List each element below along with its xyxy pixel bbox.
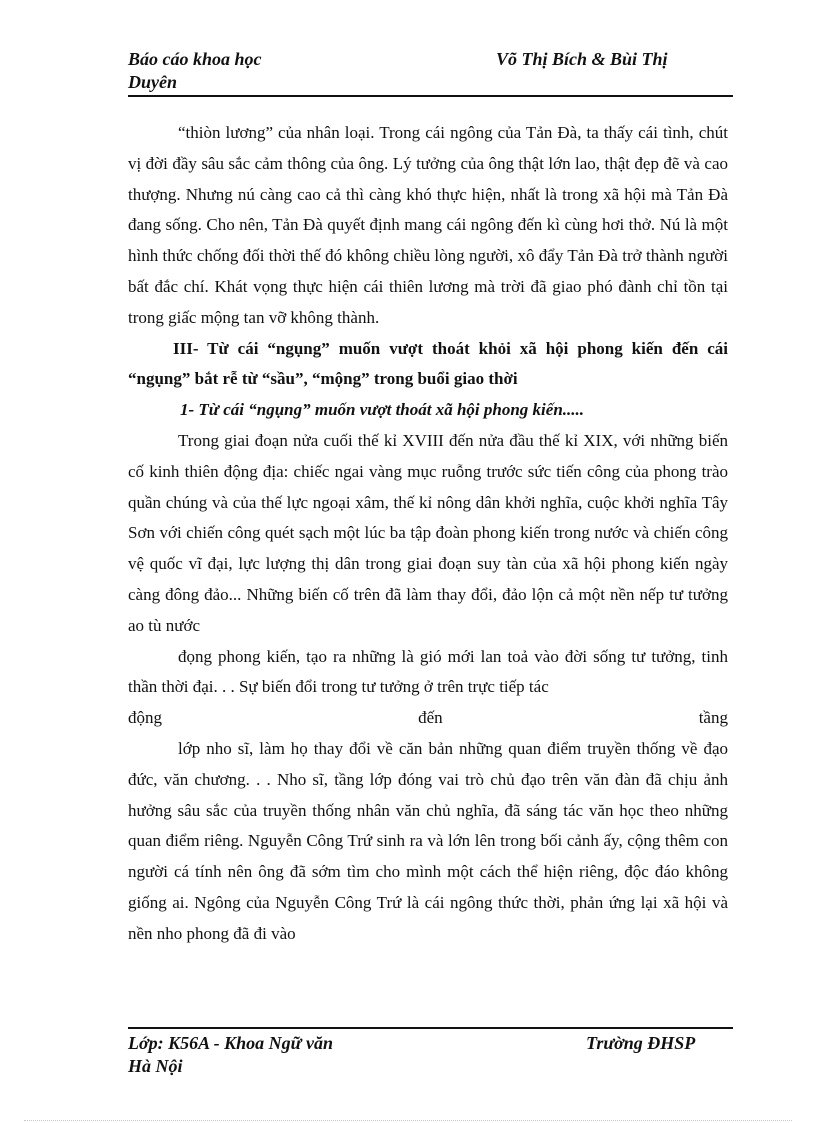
spread-line (128, 703, 728, 734)
paragraph-1: “thiòn lương” của nhân loại. Trong cái ngông của Tản Đà, ta thấy cái tình, chút vị đời đầy sâu sắc cảm thông của ông. Lý tưởng của ông thật lớn lao, thật đẹp đẽ và cao thượng. Nhưng nú càng cao cả thì càng khó thực hiện, nhất là trong xã hội mà Tản Đà đang sống. Cho nên, Tản Đà quyết định mang cái ngông đến kì cùng hơi thở. Nú là một hình thức chống đối thời thế đó không chiều lòng người, xô đẩy Tản Đà trở thành người bất đắc chí. Khát vọng thực hiện cái thiên lương mà trời đã giao phó đành chỉ tồn tại trong giấc mộng tan vỡ không thành. (128, 123, 728, 327)
document-body (128, 118, 728, 950)
footer-class: Lớp: K56A - Khoa Ngữ văn (128, 1033, 333, 1053)
paragraph-2: Trong giai đoạn nửa cuối thế kỉ XVIII đến nửa đầu thế kỉ XIX, với những biến cố kinh thiên động địa: chiếc ngai vàng mục ruỗng trước sức tiến công của phong trào quần chúng và của thế lực ngoại xâm, thế kỉ nông dân khởi nghĩa, cuộc khởi nghĩa Tây Sơn với chiến công quét sạch một lúc ba tập đoàn phong kiến trong nước và chiến công vệ quốc vĩ đại, lực lượng thị dân trong giai đoạn suy tàn của xã hội phong kiến ngày càng đông đảo... Những biến cố trên đã làm thay đổi, đảo lộn cả một nền nếp tư tưởng ao tù nước (128, 430, 728, 635)
page-footer (128, 1032, 733, 1078)
spread-word-1: động (128, 708, 162, 728)
header-authors: Võ Thị Bích & Bùi Thị (496, 49, 668, 69)
header-rule (128, 95, 733, 97)
footer-rule (128, 1027, 733, 1029)
subsection-heading: 1- Từ cái “ngụng” muốn vượt thoát xã hội phong kiến..... (180, 400, 585, 420)
spread-word-3: tầng (698, 708, 728, 728)
header-report-title: Báo cáo khoa học (128, 49, 262, 69)
paragraph-4: lớp nho sĩ, làm họ thay đổi về căn bản những quan điểm truyền thống về đạo đức, văn chương. . . Nho sĩ, tầng lớp đóng vai trò chủ đạo trên văn đàn đã chịu ảnh hưởng sâu sắc của truyền thống nhân văn chủ nghĩa, đã sáng tác văn học theo những quan điểm riêng. Nguyễn Công Trứ sinh ra và lớn lên trong bối cảnh ấy, cộng thêm con người cá tính nên ông đã sớm tìm cho mình một cách thể hiện riêng, độc đáo không giống ai. Ngông của Nguyễn Công Trứ là cái ngông thức thời, phản ứng lại xã hội và nền nho phong đã đi vào (128, 738, 728, 943)
footer-school: Trường ĐHSP (586, 1033, 696, 1053)
section-heading: III- Từ cái “ngụng” muốn vượt thoát khỏi xã hội phong kiến đến cái “ngụng” bắt rễ từ “sầu”, “mộng” trong buổi giao thời (128, 338, 728, 389)
spread-word-2: đến (418, 708, 443, 728)
paragraph-3: đọng phong kiến, tạo ra những là gió mới lan toả vào đời sống tư tưởng, tinh thần thời đại. . . Sự biến đổi trong tư tưởng ở trên trực tiếp tác (128, 646, 728, 697)
page-bottom-dotted-line (24, 1120, 792, 1122)
header-authors-continued: Duyên (128, 72, 177, 92)
page-header (128, 48, 733, 96)
footer-city: Hà Nội (128, 1056, 183, 1076)
